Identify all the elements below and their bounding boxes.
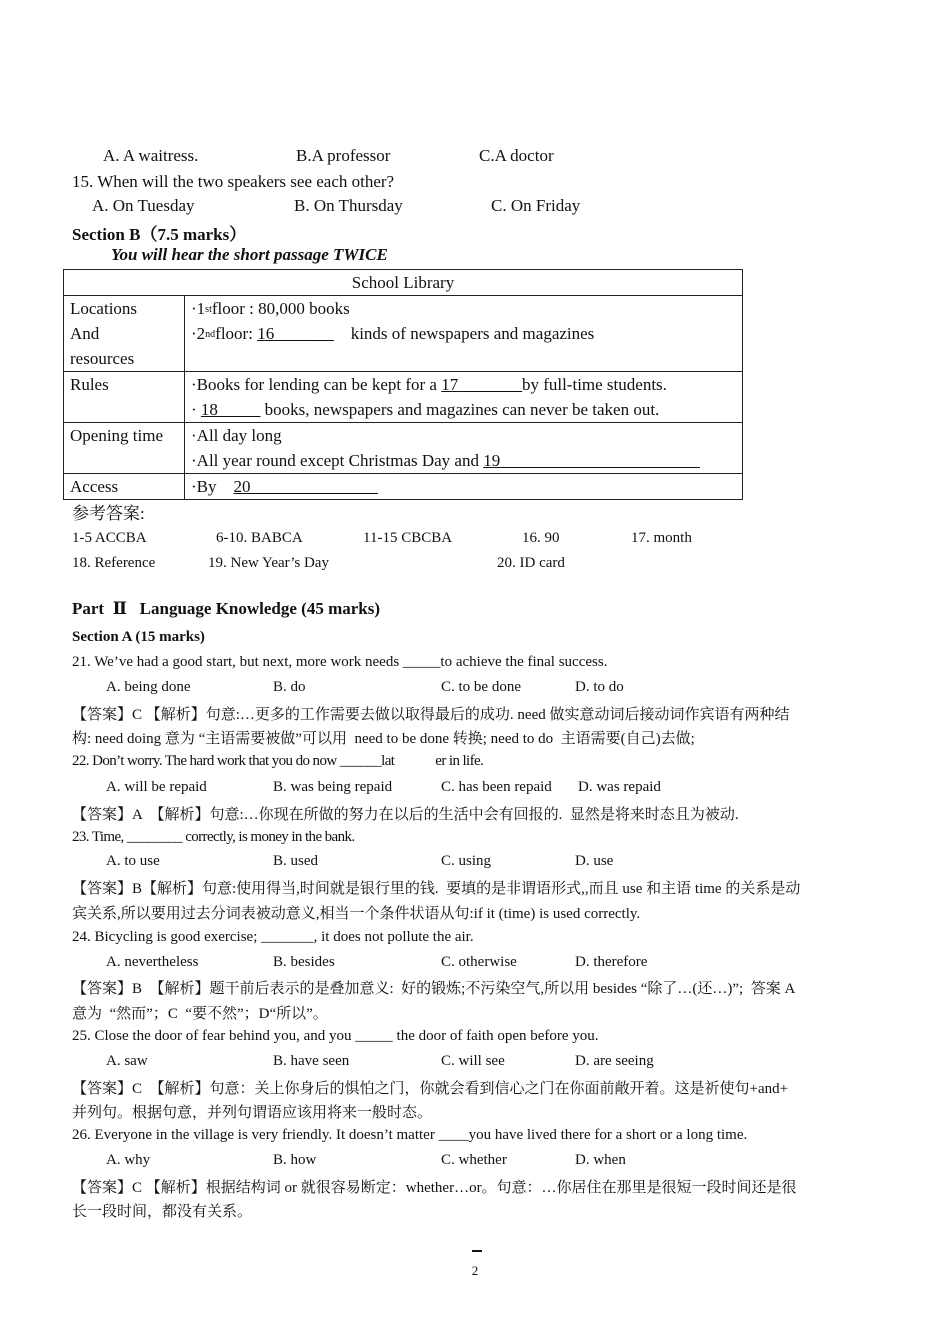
option-c: C. to be done (441, 679, 521, 695)
table-item: ·2ndfloor: 16 ___ kinds of newspapers and magazines (191, 324, 595, 343)
row-label-line: Locations (70, 299, 138, 318)
row-label (64, 372, 185, 423)
question-stem: 23. Time, ________ correctly, is money in the bank. (72, 829, 355, 845)
part-2-title: Part Ⅱ Language Knowledge (45 marks) (72, 599, 381, 618)
table-header: School Library (64, 270, 743, 296)
q14-option-c: C.A doctor (479, 146, 554, 165)
blank-20: 20 (233, 477, 251, 496)
analysis-line: 【答案】C 【解析】句意：关上你身后的惧怕之门，你就会看到信心之门在你面前敞开着。这是祈使句+and+ (72, 1081, 789, 1097)
row-label-line: And (70, 324, 100, 343)
question-stem: 26. Everyone in the village is very friendly. It doesn’t matter ____you have lived there for a short or a long time. (72, 1127, 748, 1143)
option-c: C. has been repaid (441, 779, 552, 795)
analysis-line: 【答案】A 【解析】句意:…你现在所做的努力在以后的生活中会有回报的. 显然是将来时态且为被动. (72, 807, 739, 823)
answer-key-item: 6-10. BABCA (216, 530, 303, 546)
option-b: B. how (273, 1152, 317, 1168)
blank-18: 18 _ (200, 400, 261, 419)
row-label (64, 423, 185, 474)
row-label-line: Opening time (70, 426, 164, 445)
option-a: A. nevertheless (106, 954, 199, 970)
row-label-line: Rules (70, 375, 109, 394)
analysis-line: 意为 “然而”；C “要不然”；D“所以”。 (72, 1006, 328, 1022)
q15-option-a: A. On Tuesday (92, 196, 195, 215)
option-a: A. saw (106, 1053, 148, 1069)
option-b: B. was being repaid (273, 779, 393, 795)
row-content (185, 423, 743, 474)
analysis-line: 并列句。根据句意，并列句谓语应该用将来一般时态。 (72, 1105, 433, 1121)
blank-17: 17 _____ (441, 375, 522, 394)
option-a: A. why (106, 1152, 151, 1168)
answer-key-item: 16. 90 (522, 530, 560, 546)
question-stem: 21. We’ve had a good start, but next, more work needs _____to achieve the final success. (72, 654, 608, 670)
blank-16: 16 ___ (257, 324, 334, 343)
option-c: C. otherwise (441, 954, 517, 970)
question-stem: 25. Close the door of fear behind you, and you _____ the door of faith open before you. (72, 1028, 599, 1044)
table-item: · 18 _ books, newspapers and magazines can never be taken out. (191, 400, 660, 419)
option-a: A. will be repaid (106, 779, 207, 795)
section-a-title: Section A (15 marks) (72, 629, 205, 645)
option-a: A. to use (106, 853, 160, 869)
table-item: ·By 20 (191, 474, 736, 499)
analysis-line: 长一段时间，都没有关系。 (72, 1204, 253, 1220)
option-b: B. do (273, 679, 306, 695)
question-stem: 22. Don’t worry. The hard work that you do now ______lat er in life. (72, 753, 484, 769)
answers-label: 参考答案: (72, 504, 145, 523)
analysis-line: 宾关系,所以要用过去分词表被动意义,相当一个条件状语从句:if it (time) is used correctly. (72, 906, 641, 922)
option-d: D. use (575, 853, 614, 869)
answer-key-item: 19. New Year’s Day (208, 555, 329, 571)
table-row-rules (64, 372, 743, 423)
option-d: D. are seeing (575, 1053, 654, 1069)
page-number: 2 (471, 1263, 479, 1278)
row-content (185, 296, 743, 372)
row-label (64, 474, 185, 500)
option-d: D. therefore (575, 954, 648, 970)
answer-key-item: 11-15 CBCBA (363, 530, 453, 546)
option-a: A. being done (106, 679, 191, 695)
option-c: C. using (441, 853, 492, 869)
blank-19: 19 (483, 451, 501, 470)
page-number-mark (472, 1250, 482, 1252)
q15-option-c: C. On Friday (491, 196, 581, 215)
row-content (185, 474, 743, 500)
analysis-line: 【答案】B 【解析】题干前后表示的是叠加意义: 好的锻炼;不污染空气,所以用 besides “除了…(还…)”; 答案 A (72, 981, 796, 997)
option-d: D. to do (575, 679, 624, 695)
analysis-line: 【答案】C 【解析】根据结构词 or 就很容易断定：whether…or。句意：…你居住在那里是很短一段时间还是很 (72, 1180, 797, 1196)
row-label (64, 296, 185, 372)
option-c: C. whether (441, 1152, 507, 1168)
school-library-table (63, 269, 743, 500)
answer-key-item: 1-5 ACCBA (72, 530, 147, 546)
answer-key-item: 17. month (631, 530, 692, 546)
option-b: B. besides (273, 954, 335, 970)
analysis-line: 【答案】B【解析】句意:使用得当,时间就是银行里的钱. 要填的是非谓语形式,,而且 use 和主语 time 的关系是动 (72, 881, 801, 897)
option-d: D. when (575, 1152, 626, 1168)
row-content (185, 372, 743, 423)
table-item: ·Books for lending can be kept for a 17 _____by full-time students. (191, 375, 667, 394)
analysis-line: 【答案】C 【解析】句意:…更多的工作需要去做以取得最后的成功. need 做实意动词后接动词作宾语有两种结 (72, 707, 790, 723)
table-item: ·1stfloor : 80,000 books (191, 299, 350, 318)
table-item: ·All day long (191, 426, 282, 445)
option-b: B. have seen (273, 1053, 350, 1069)
q15-question: 15. When will the two speakers see each other? (72, 172, 395, 191)
table-row-locations (64, 296, 743, 372)
option-c: C. will see (441, 1053, 505, 1069)
question-stem: 24. Bicycling is good exercise; _______, it does not pollute the air. (72, 929, 474, 945)
table-item: ·All year round except Christmas Day and 19 (191, 448, 736, 473)
table-row-access (64, 474, 743, 500)
q14-option-b: B.A professor (296, 146, 391, 165)
row-label-line: Access (70, 477, 119, 496)
section-b-title: Section B（7.5 marks） (72, 225, 247, 244)
table-row-opening-time (64, 423, 743, 474)
answer-key-item: 18. Reference (72, 555, 156, 571)
row-label-line: resources (70, 349, 135, 368)
section-b-instruction: You will hear the short passage TWICE (111, 245, 388, 264)
option-d: D. was repaid (578, 779, 661, 795)
option-b: B. used (273, 853, 318, 869)
q14-option-a: A. A waitress. (103, 146, 199, 165)
analysis-line: 构: need doing 意为 “主语需要被做”可以用 need to be done 转换; need to do 主语需要(自己)去做; (72, 731, 695, 747)
q15-option-b: B. On Thursday (294, 196, 403, 215)
answer-key-item: 20. ID card (497, 555, 565, 571)
